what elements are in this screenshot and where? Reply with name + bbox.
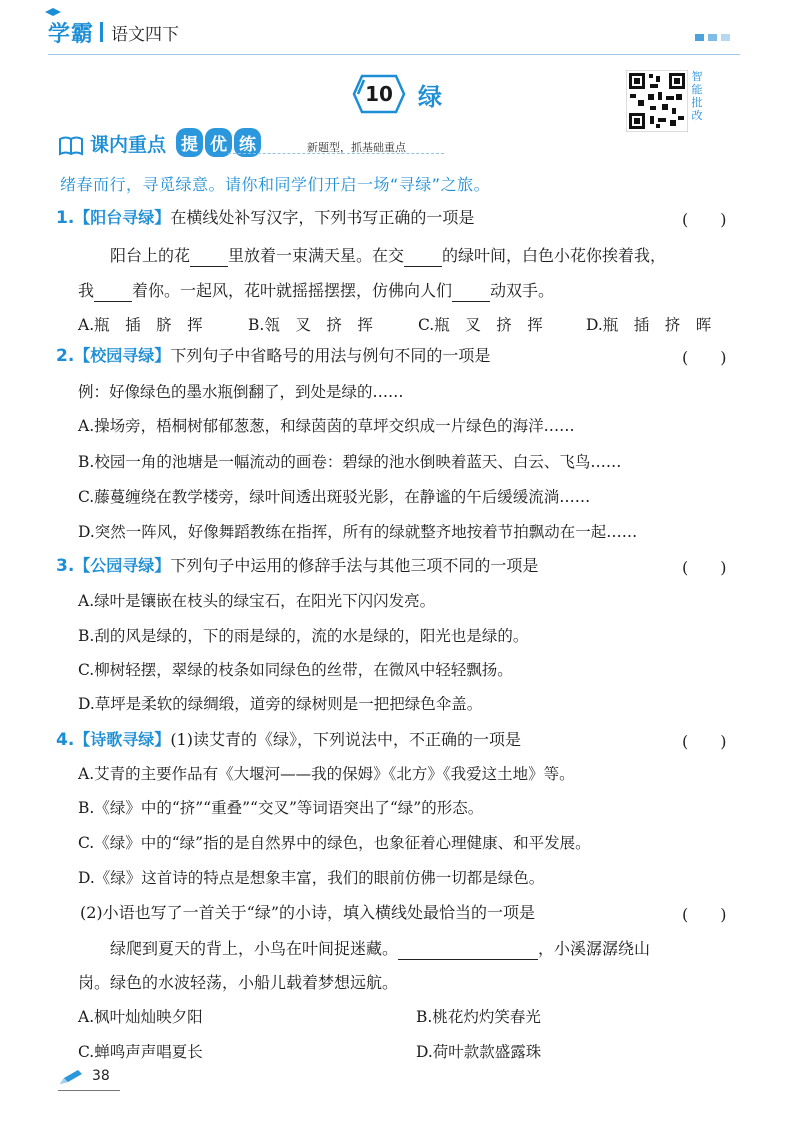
passage-line: 阳台上的花 里放着一束满天星。在交 的绿叶间，白色小花你挨着我， (110, 246, 667, 265)
section-note: 新题型，抓基础重点 (307, 141, 407, 154)
answer-slot-2[interactable]: ( ) (682, 348, 727, 367)
pencil-icon (58, 1068, 86, 1086)
option-b[interactable]: B.桃花灼灼笑春光 (416, 1008, 541, 1026)
answer-slot-4-2[interactable]: ( ) (682, 905, 727, 924)
subject-label: 语文四下 (111, 24, 180, 45)
option-b[interactable]: B.刮的风是绿的，下的雨是绿的，流的水是绿的，阳光也是绿的。 (78, 627, 529, 645)
blank-field[interactable] (190, 250, 228, 267)
answer-slot-1[interactable]: ( ) (682, 210, 727, 229)
intro-text: 绪春而行，寻觅绿意。请你和同学们开启一场“寻绿”之旅。 (60, 175, 491, 194)
option-a[interactable]: A.瓶 插 脐 挥 (78, 316, 203, 334)
answer-slot-4-1[interactable]: ( ) (682, 732, 727, 751)
blank-field[interactable] (94, 285, 132, 302)
lesson-number: 10 (365, 82, 393, 106)
footer-divider (58, 1090, 120, 1091)
page-header (0, 0, 800, 58)
qr-code-icon[interactable] (626, 70, 688, 132)
option-a[interactable]: A.艾青的主要作品有《大堰河——我的保姆》《北方》《我爱这土地》等。 (78, 765, 575, 783)
option-d[interactable]: D.荷叶款款盛露珠 (416, 1043, 542, 1061)
blank-field[interactable] (452, 285, 490, 302)
question-3: 3.【公园寻绿】下列句子中运用的修辞手法与其他三项不同的一项是 (56, 556, 539, 576)
poem-line: 岗。绿色的水波轻荡，小船儿载着梦想远航。 (78, 973, 399, 992)
option-b[interactable]: B.瓴 叉 挤 挥 (248, 316, 373, 334)
option-c[interactable]: C.藤蔓缠绕在教学楼旁，绿叶间透出斑驳光影，在静谧的午后缓缓流淌…… (78, 488, 591, 506)
blank-field[interactable] (404, 250, 442, 267)
header-dots-decoration (695, 34, 730, 41)
question-1: 1.【阳台寻绿】在横线处补写汉字，下列书写正确的一项是 (56, 208, 475, 228)
page-number: 38 (92, 1068, 110, 1084)
lesson-heading (352, 74, 442, 114)
lesson-title: 绿 (418, 82, 442, 111)
option-a[interactable]: A.绿叶是镶嵌在枝头的绿宝石，在阳光下闪闪发亮。 (78, 592, 436, 610)
option-b[interactable]: B.校园一角的池塘是一幅流动的画卷：碧绿的池水倒映着蓝天、白云、飞鸟…… (78, 453, 622, 471)
option-d[interactable]: D.草坪是柔软的绿绸缎，道旁的绿树则是一把把绿色伞盖。 (78, 695, 483, 713)
option-a[interactable]: A.操场旁，梧桐树郁郁葱葱，和绿茵茵的草坪交织成一片绿色的海洋…… (78, 417, 575, 435)
badge-char: 提 (176, 128, 203, 157)
section-divider (228, 153, 444, 154)
example-sentence: 例：好像绿色的墨水瓶倒翻了，到处是绿的…… (78, 383, 404, 401)
section-title: 课内重点 (90, 134, 167, 156)
poem-line: 绿爬到夏天的背上，小鸟在叶间捉迷藏。 ，小溪潺潺绕山 (110, 939, 651, 958)
badge-char: 优 (205, 128, 232, 157)
sub-question-2: (2)小语也写了一首关于“绿”的小诗，填入横线处最恰当的一项是 (80, 903, 536, 922)
option-c[interactable]: C.《绿》中的“绿”指的是自然界中的绿色，也象征着心理健康、和平发展。 (78, 834, 591, 852)
brand-name: 学霸 (48, 17, 94, 48)
option-c[interactable]: C.蝉鸣声声唱夏长 (78, 1043, 203, 1061)
question-2: 2.【校园寻绿】下列句子中省略号的用法与例句不同的一项是 (56, 346, 491, 366)
option-c[interactable]: C.柳树轻摆，翠绿的枝条如同绿色的丝带，在微风中轻轻飘扬。 (78, 661, 513, 679)
question-4: 4.【诗歌寻绿】(1)读艾青的《绿》，下列说法中，不正确的一项是 (56, 730, 521, 750)
header-divider (48, 54, 740, 55)
answer-slot-3[interactable]: ( ) (682, 558, 727, 577)
option-d[interactable]: D.《绿》这首诗的特点是想象丰富，我们的眼前仿佛一切都是绿色。 (78, 869, 545, 887)
qr-label: 智能批改 (691, 70, 703, 122)
option-d[interactable]: D.突然一阵风，好像舞蹈教练在指挥，所有的绿就整齐地按着节拍飘动在一起…… (78, 523, 638, 541)
brand-divider (100, 22, 103, 42)
badge-char: 练 (234, 128, 261, 157)
option-d[interactable]: D.瓶 插 挤 晖 (586, 316, 712, 334)
option-a[interactable]: A.枫叶灿灿映夕阳 (78, 1008, 203, 1026)
blank-field[interactable] (398, 943, 538, 960)
option-b[interactable]: B.《绿》中的“挤”“重叠”“交叉”等词语突出了“绿”的形态。 (78, 799, 484, 817)
graduation-cap-icon (44, 7, 62, 17)
option-c[interactable]: C.瓶 叉 挤 挥 (418, 316, 543, 334)
passage-line: 我 着你。一起风，花叶就摇摇摆摆，仿佛向人们 动双手。 (78, 281, 555, 300)
book-icon (58, 135, 84, 157)
lesson-number-badge (352, 74, 406, 114)
brand-logo (48, 18, 179, 46)
